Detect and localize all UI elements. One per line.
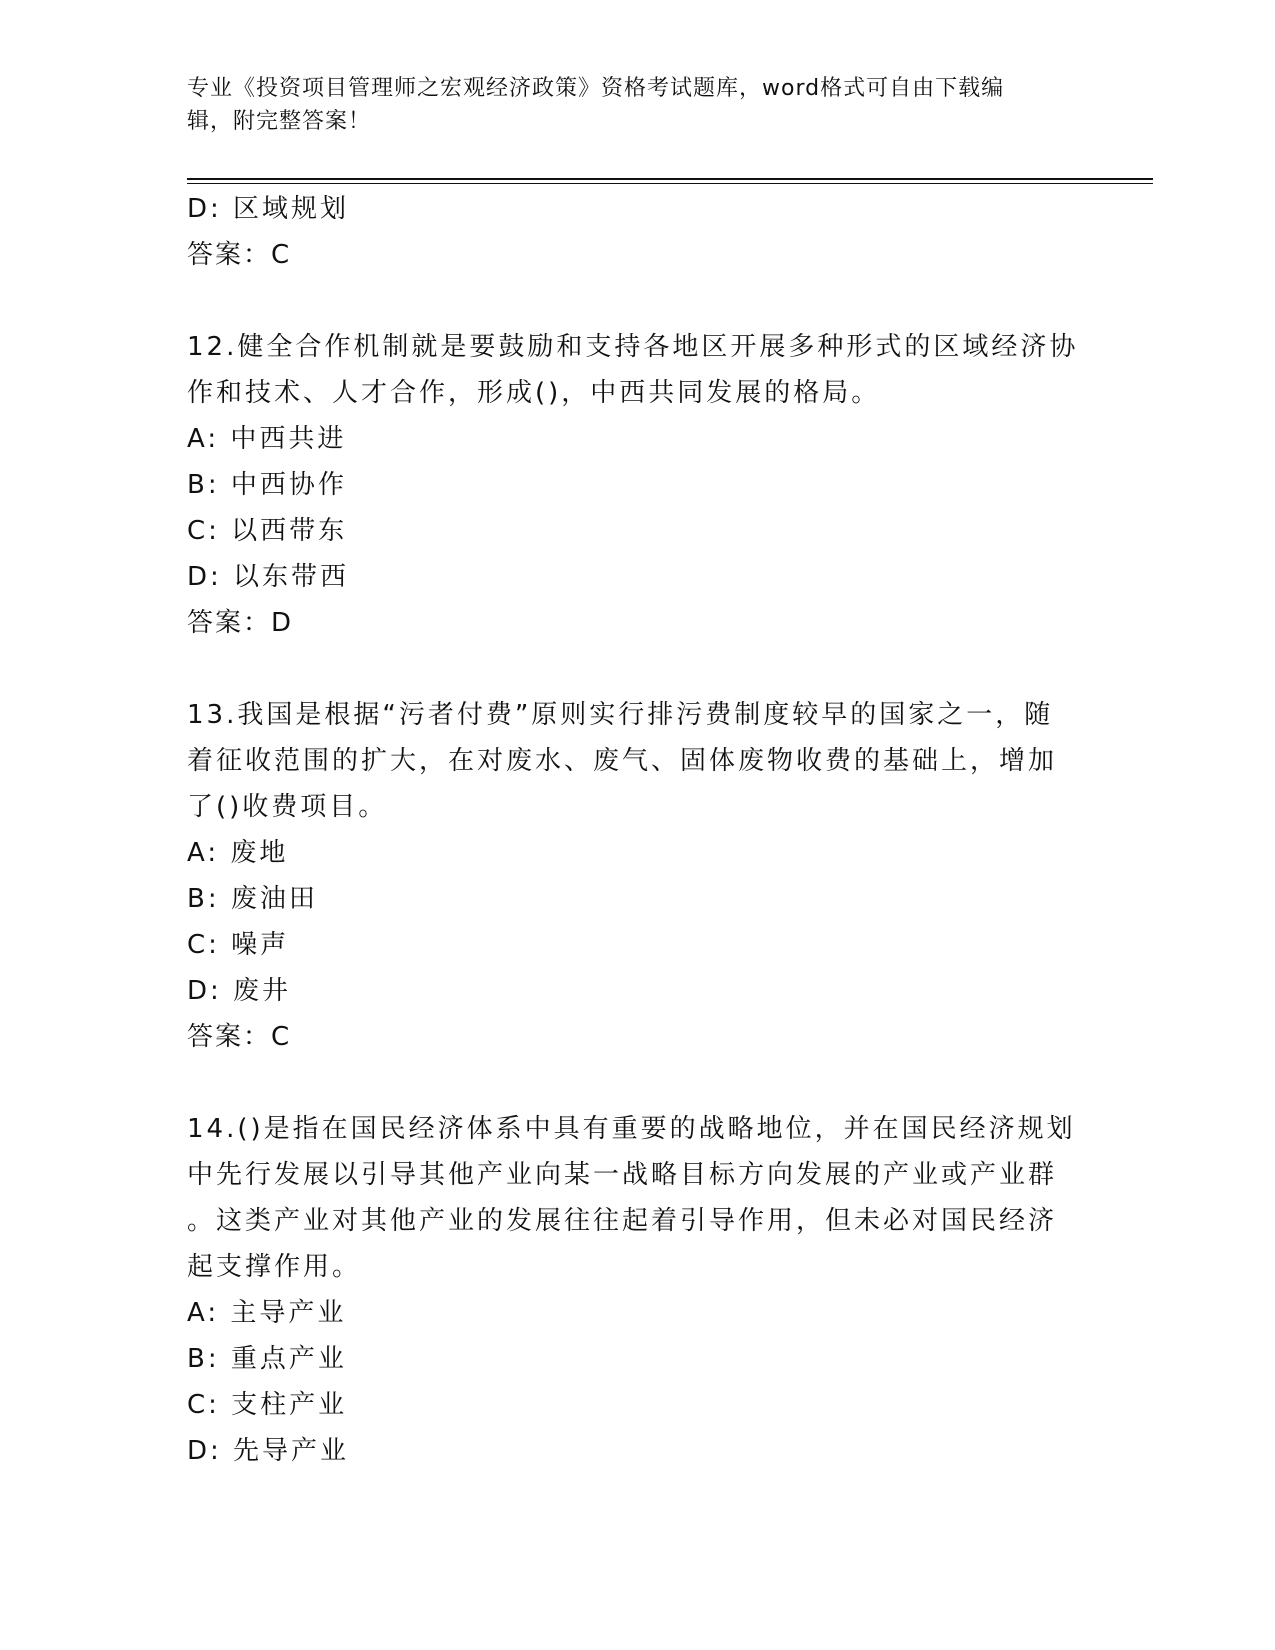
option-d: D: 以东带西 xyxy=(187,562,350,592)
answer: 答案：C xyxy=(187,240,292,270)
stem-line: 着征收范围的扩大，在对废水、废气、固体废物收费的基础上，增加 xyxy=(187,746,1058,776)
page-header xyxy=(187,72,1087,138)
header-line: 专业《投资项目管理师之宏观经济政策》资格考试题库，word格式可自由下载编 xyxy=(187,76,1005,101)
option-a: A: 主导产业 xyxy=(187,1298,347,1328)
header-line: 辑，附完整答案！ xyxy=(187,109,372,134)
question-list xyxy=(187,186,1107,1474)
question-stem xyxy=(187,692,1107,830)
option-d: D: 先导产业 xyxy=(187,1436,350,1466)
question-14 xyxy=(187,1106,1107,1474)
spacer xyxy=(187,646,1107,692)
stem-line: 中先行发展以引导其他产业向某一战略目标方向发展的产业或产业群 xyxy=(187,1160,1058,1190)
spacer xyxy=(187,278,1107,324)
stem-line: 14.()是指在国民经济体系中具有重要的战略地位，并在国民经济规划 xyxy=(187,1114,1076,1144)
option-c: C: 噪声 xyxy=(187,930,290,960)
stem-line: 12.健全合作机制就是要鼓励和支持各地区开展多种形式的区域经济协 xyxy=(187,332,1079,362)
option-b: B: 重点产业 xyxy=(187,1344,347,1374)
option-b: B: 中西协作 xyxy=(187,470,347,500)
option-a: A: 中西共进 xyxy=(187,424,347,454)
stem-line: 作和技术、人才合作，形成()，中西共同发展的格局。 xyxy=(187,378,881,408)
option-d: D: 废井 xyxy=(187,976,292,1006)
stem-line: 13.我国是根据“污者付费”原则实行排污费制度较早的国家之一，随 xyxy=(187,700,1054,730)
spacer xyxy=(187,1060,1107,1106)
stem-line: 起支撑作用。 xyxy=(187,1252,362,1282)
option-c: C: 以西带东 xyxy=(187,516,348,546)
answer: 答案：C xyxy=(187,1022,292,1052)
question-12 xyxy=(187,324,1107,646)
option-a: A: 废地 xyxy=(187,838,289,868)
header-divider xyxy=(187,178,1153,180)
stem-line: 。这类产业对其他产业的发展往往起着引导作用，但未必对国民经济 xyxy=(187,1206,1058,1236)
question-13 xyxy=(187,692,1107,1060)
stem-line: 了()收费项目。 xyxy=(187,792,388,822)
option-d: D: 区域规划 xyxy=(187,194,350,224)
option-c: C: 支柱产业 xyxy=(187,1390,348,1420)
question-stem xyxy=(187,324,1107,416)
answer: 答案：D xyxy=(187,608,294,638)
header-divider-thin xyxy=(187,183,1153,184)
question-stem xyxy=(187,1106,1107,1290)
option-b: B: 废油田 xyxy=(187,884,318,914)
